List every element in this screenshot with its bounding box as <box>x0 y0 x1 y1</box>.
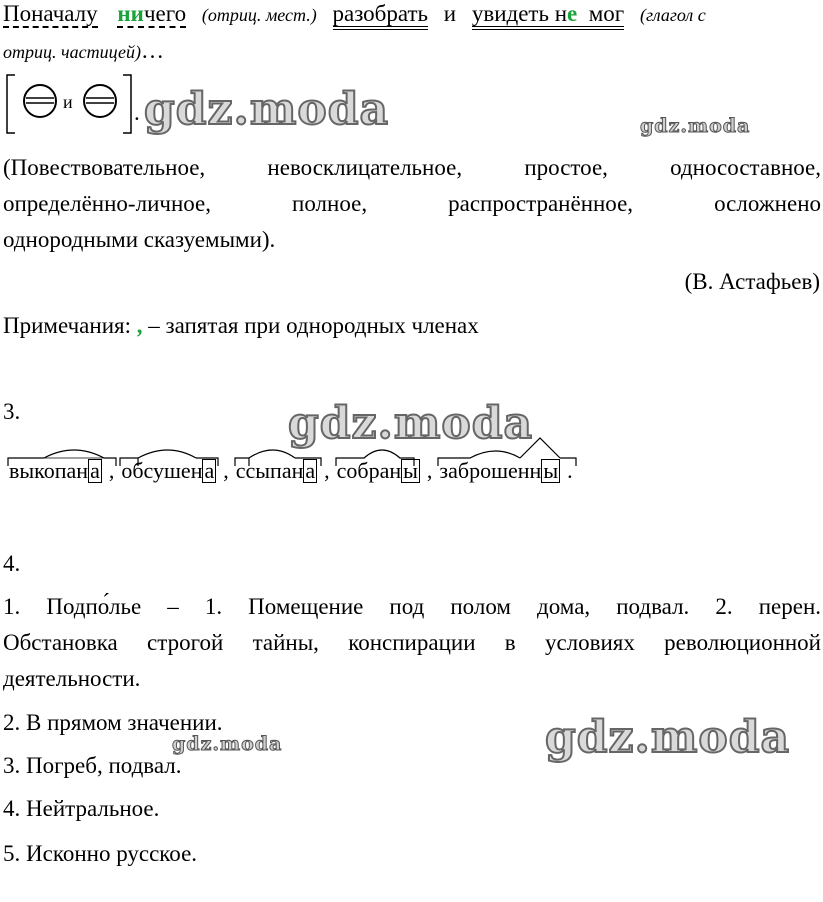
note-verb-a: (глагол с <box>640 5 706 25</box>
morph-ending-1: а <box>90 458 100 483</box>
morph-word-4 <box>336 458 421 484</box>
task4-p1-line2: Обстановка строгой тайны, конспирации в условиях революционной <box>3 630 821 655</box>
sentence-line-1 <box>3 0 706 29</box>
morph-word-3 <box>235 458 318 484</box>
note-pronoun: (отриц. мест.) <box>201 5 317 25</box>
word-ne-pre: н <box>554 1 568 26</box>
word-razobrat: разобрать <box>333 1 429 30</box>
notes <box>3 312 479 340</box>
morph-stem-5: заброшенн <box>439 458 542 483</box>
note-verb-b: отриц. частицей) <box>3 42 142 62</box>
word-ponachalu: Поначалу <box>3 1 98 26</box>
morph-ending-3: а <box>305 458 316 483</box>
notes-comma: , <box>136 313 143 338</box>
scheme-circle-1 <box>24 85 56 117</box>
task4-p5: 5. Исконно русское. <box>3 841 198 866</box>
task4-p1-line3: деятельности. <box>3 666 141 691</box>
morph-ending-2: а <box>204 458 215 483</box>
task4-p3: 3. Погреб, подвал. <box>3 753 182 778</box>
morph-stem-2: обсушен <box>121 458 203 483</box>
word-i: и <box>443 1 457 26</box>
watermark-2: gdz.moda <box>640 115 751 137</box>
morph-marks-4 <box>334 444 444 484</box>
author: (В. Астафьев) <box>684 269 820 294</box>
task4-p2: 2. В прямом значении. <box>3 710 223 735</box>
word-nichego-rest: чего <box>143 1 187 26</box>
notes-label: Примечания: <box>3 313 131 338</box>
morph-marks-5 <box>436 430 606 484</box>
morph-marks-1 <box>4 444 136 484</box>
morph-word-2 <box>120 458 217 484</box>
morph-ending-5: ы <box>543 458 559 483</box>
watermark-5: gdz.moda <box>545 712 791 763</box>
word-uvidet: увидеть <box>471 1 549 26</box>
sentence-line-2 <box>3 37 164 66</box>
sep-3: , <box>324 458 330 483</box>
watermark-4: gdz.moda <box>172 733 283 755</box>
scheme-dot: . <box>134 100 140 125</box>
description-line-3: однородными сказуемыми). <box>3 227 276 252</box>
morph-stem-1: выкопан <box>9 458 89 483</box>
watermark-1: gdz.moda <box>144 84 390 135</box>
watermark-3: gdz.moda <box>288 398 534 449</box>
morph-marks-3 <box>233 444 343 484</box>
task4-p4: 4. Нейтральное. <box>3 796 160 821</box>
task3-number: 3. <box>3 399 21 424</box>
notes-text: – запятая при однородных членах <box>148 313 479 338</box>
word-nichego <box>117 1 186 28</box>
morph-stem-3: ссыпан <box>235 458 304 483</box>
word-uvidet-ne-mog <box>472 1 624 30</box>
scheme-circle-2 <box>84 85 116 117</box>
scheme-bracket-left <box>7 75 15 133</box>
task4-number: 4. <box>3 551 21 576</box>
sep-4: , <box>426 458 433 483</box>
description-line-2: определённо-личное, полное, распространённое, осложнено <box>3 191 821 216</box>
sentence-scheme <box>5 73 133 135</box>
morph-ending-4: ы <box>403 458 418 483</box>
word-mog: мог <box>588 1 625 26</box>
ellipsis: … <box>141 38 165 63</box>
sep-2: , <box>223 458 229 483</box>
morph-row <box>8 458 573 484</box>
morph-word-5 <box>438 458 561 484</box>
sep-1: , <box>108 458 115 483</box>
task4-p1-line1: 1. Подпо́лье – 1. Помещение под полом дома, подвал. 2. перен. <box>3 594 821 619</box>
morph-word-1 <box>8 458 103 484</box>
morph-end-dot: . <box>567 458 573 483</box>
scheme-bracket-right <box>123 75 131 133</box>
letter-e: е <box>567 1 578 26</box>
morph-stem-4: собран <box>336 458 402 483</box>
scheme-conj: и <box>63 92 73 112</box>
morph-marks-2 <box>118 444 250 484</box>
description-line-1: (Повествовательное, невосклицательное, простое, односоставное, <box>3 155 821 180</box>
prefix-ni: ни <box>117 1 144 26</box>
